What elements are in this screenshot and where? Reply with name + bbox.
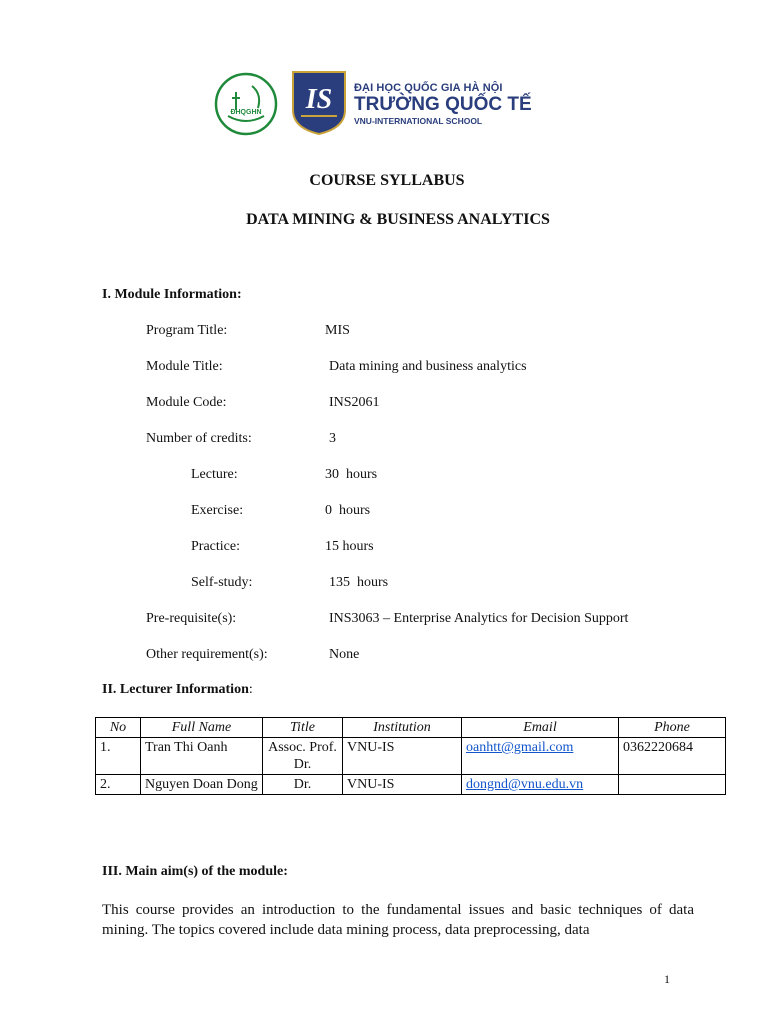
table-header-row: [96, 718, 726, 738]
cell-phone: [619, 775, 726, 795]
cell-no: 1.: [96, 738, 141, 775]
lecture-label: Lecture:: [191, 467, 238, 482]
selfstudy-value: 135 hours: [329, 575, 389, 590]
cell-phone: 0362220684: [619, 738, 726, 775]
lecturer-info-heading-colon: :: [248, 682, 253, 697]
cell-full-name: Nguyen Doan Dong: [141, 775, 263, 795]
program-title-value: MIS: [325, 323, 350, 338]
lecturer-info-heading: II. Lecturer Information: [102, 682, 249, 697]
main-aims-heading: III. Main aim(s) of the module:: [102, 864, 288, 879]
module-title-label: Module Title:: [146, 359, 223, 374]
cell-email: [462, 738, 619, 775]
credits-value: 3: [329, 431, 336, 446]
lecturer-info-heading-wrap: [102, 682, 253, 698]
module-code-label: Module Code:: [146, 395, 227, 410]
exercise-value: 0 hours: [325, 503, 371, 518]
program-title-label: Program Title:: [146, 323, 228, 338]
cell-no: 2.: [96, 775, 141, 795]
module-code-value: INS2061: [329, 395, 380, 410]
email-link[interactable]: dongnd@vnu.edu.vn: [466, 777, 584, 792]
header-logos: [214, 70, 532, 140]
table-row: [96, 738, 726, 775]
email-link[interactable]: oanhtt@gmail.com: [466, 740, 574, 755]
selfstudy-label: Self-study:: [191, 575, 253, 590]
module-info-heading: I. Module Information:: [102, 287, 242, 302]
col-header-institution: Institution: [343, 718, 462, 738]
cell-full-name: Tran Thi Oanh: [141, 738, 263, 775]
practice-label: Practice:: [191, 539, 240, 554]
school-line1: ĐẠI HỌC QUỐC GIA HÀ NỘI: [354, 82, 503, 94]
is-logo-text: IS: [305, 84, 333, 115]
module-title-value: Data mining and business analytics: [329, 359, 527, 374]
col-header-phone: Phone: [619, 718, 726, 738]
lecturer-table: [95, 717, 726, 795]
prereq-label: Pre-requisite(s):: [146, 611, 237, 626]
document-subtitle: DATA MINING & BUSINESS ANALYTICS: [246, 211, 550, 228]
prereq-value: INS3063 – Enterprise Analytics for Decision Support: [329, 611, 629, 626]
table-row: [96, 775, 726, 795]
col-header-no: No: [96, 718, 141, 738]
cell-email: [462, 775, 619, 795]
vnu-logo: [214, 72, 278, 136]
main-aims-paragraph: This course provides an introduction to the fundamental issues and basic techniques of data mining. The topics covered include data mining process, data preprocessing, data: [102, 902, 694, 938]
cell-institution: VNU-IS: [343, 775, 462, 795]
credits-label: Number of credits:: [146, 431, 252, 446]
other-req-label: Other requirement(s):: [146, 647, 268, 662]
practice-value: 15 hours: [325, 539, 374, 554]
lecture-value: 30 hours: [325, 467, 378, 482]
school-line2: TRƯỜNG QUỐC TẾ: [354, 94, 532, 115]
page-number: 1: [664, 972, 670, 986]
school-name: [354, 82, 532, 126]
cell-title: Assoc. Prof. Dr.: [263, 738, 343, 775]
is-shield-logo: [291, 70, 347, 136]
school-line3: VNU-INTERNATIONAL SCHOOL: [354, 116, 483, 126]
col-header-full-name: Full Name: [141, 718, 263, 738]
cell-title: Dr.: [263, 775, 343, 795]
col-header-email: Email: [462, 718, 619, 738]
document-title: COURSE SYLLABUS: [309, 172, 465, 189]
other-req-value: None: [329, 647, 360, 662]
exercise-label: Exercise:: [191, 503, 244, 518]
cell-institution: VNU-IS: [343, 738, 462, 775]
col-header-title: Title: [263, 718, 343, 738]
vnu-logo-text: ĐHQGHN: [230, 109, 262, 116]
